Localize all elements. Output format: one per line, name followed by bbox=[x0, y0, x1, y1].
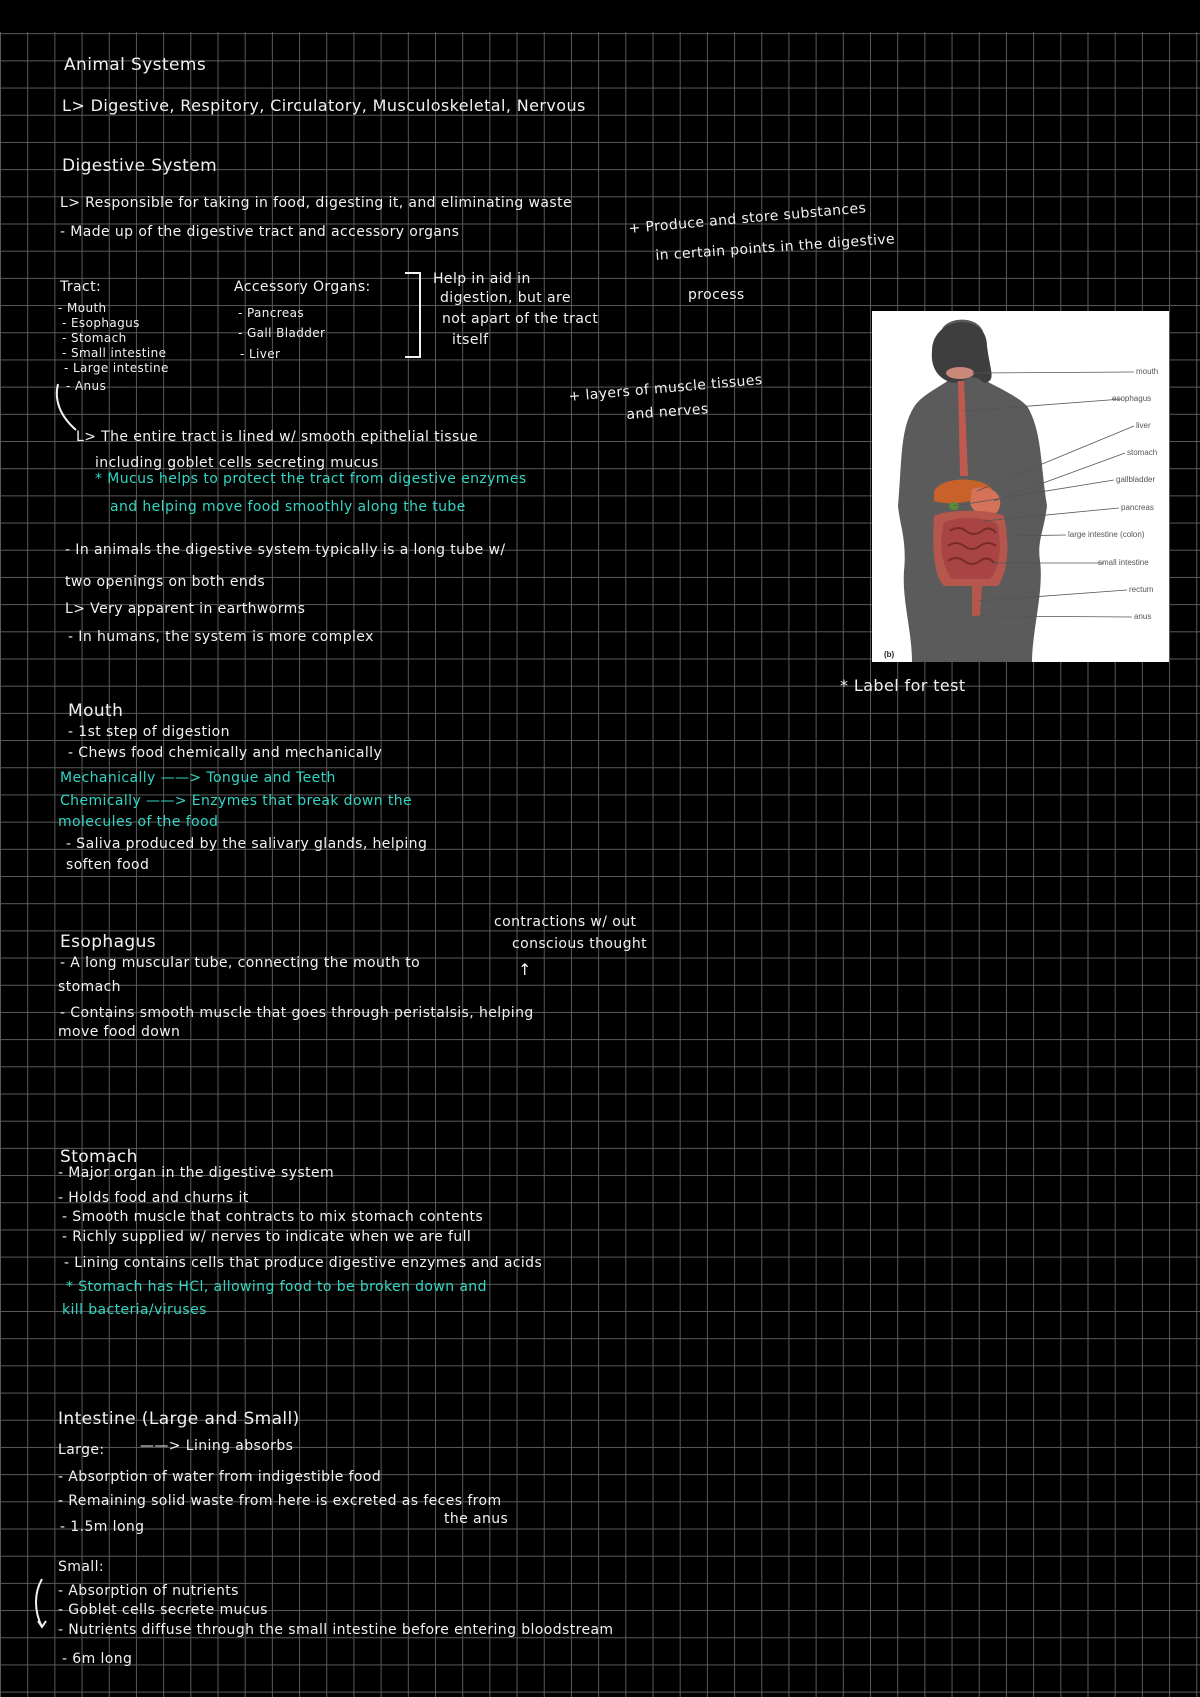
mouth-mech: Mechanically ——> Tongue and Teeth bbox=[60, 770, 336, 786]
esophagus-line: - A long muscular tube, connecting the mouth to bbox=[60, 955, 421, 971]
figure-label: gallbladder bbox=[1116, 475, 1156, 484]
help-note: not apart of the tract bbox=[442, 311, 599, 327]
stomach-line: - Smooth muscle that contracts to mix stomach contents bbox=[62, 1209, 484, 1225]
figure-label: anus bbox=[1134, 612, 1152, 621]
contractions-note: contractions w/ out bbox=[494, 914, 637, 930]
large-line: - Absorption of water from indigestible food bbox=[58, 1469, 382, 1485]
small-line: - Goblet cells secrete mucus bbox=[58, 1602, 268, 1618]
figure-label: esophagus bbox=[1112, 394, 1152, 403]
stomach-line: - Major organ in the digestive system bbox=[58, 1165, 335, 1181]
mucus-line: and helping move food smoothly along the tube bbox=[110, 499, 466, 515]
produce-note: process bbox=[688, 287, 745, 303]
top-bar bbox=[0, 0, 1200, 32]
bracket bbox=[405, 272, 421, 358]
mouth-line: - Chews food chemically and mechanically bbox=[68, 745, 383, 761]
curved-arrow bbox=[30, 1575, 50, 1635]
figure-label: mouth bbox=[1136, 367, 1159, 376]
small-line: - Absorption of nutrients bbox=[58, 1583, 239, 1599]
mouth-line: - Saliva produced by the salivary glands, helping bbox=[66, 836, 428, 852]
accessory-item: - Liver bbox=[240, 347, 281, 361]
esophagus-line: move food down bbox=[58, 1024, 181, 1040]
label-for-test: * Label for test bbox=[840, 676, 966, 695]
animals-line: - In animals the digestive system typically is a long tube w/ bbox=[65, 542, 506, 558]
animals-line: - In humans, the system is more complex bbox=[68, 629, 374, 645]
stomach-line: - Lining contains cells that produce digestive enzymes and acids bbox=[64, 1255, 543, 1271]
esophagus-line: - Contains smooth muscle that goes through peristalsis, helping bbox=[60, 1005, 534, 1021]
help-note: itself bbox=[452, 332, 489, 348]
tract-item: - Stomach bbox=[62, 331, 127, 345]
small-line: - Nutrients diffuse through the small intestine before entering bloodstream bbox=[58, 1622, 614, 1638]
stomach-hcl: * Stomach has HCl, allowing food to be broken down and bbox=[66, 1279, 487, 1295]
mouth-chem: molecules of the food bbox=[58, 814, 219, 830]
accessory-item: - Gall Bladder bbox=[238, 326, 326, 340]
tract-item: - Small intestine bbox=[62, 346, 167, 360]
intestine-heading: Intestine (Large and Small) bbox=[58, 1409, 300, 1429]
lined-line: including goblet cells secreting mucus bbox=[95, 455, 379, 471]
digestive-line: - Made up of the digestive tract and accessory organs bbox=[60, 224, 460, 240]
tract-item: - Anus bbox=[66, 379, 107, 393]
mucus-line: * Mucus helps to protect the tract from digestive enzymes bbox=[95, 471, 527, 487]
mouth-chem: Chemically ——> Enzymes that break down the bbox=[60, 793, 413, 809]
contractions-note: conscious thought bbox=[512, 936, 648, 952]
large-line: - 1.5m long bbox=[60, 1519, 145, 1535]
figure-label: pancreas bbox=[1121, 503, 1154, 512]
tract-item: - Esophagus bbox=[62, 316, 140, 330]
produce-note: + Produce and store substances bbox=[627, 200, 867, 237]
stomach-line: - Richly supplied w/ nerves to indicate when we are full bbox=[62, 1229, 472, 1245]
mouth-line: soften food bbox=[66, 857, 150, 873]
lined-line: L> The entire tract is lined w/ smooth epithelial tissue bbox=[76, 429, 478, 445]
lining-note: ——> Lining absorbs bbox=[140, 1438, 294, 1454]
digestive-heading: Digestive System bbox=[62, 156, 218, 176]
help-note: digestion, but are bbox=[440, 290, 571, 306]
mouth-line: - 1st step of digestion bbox=[68, 724, 230, 740]
figure-caption: (b) bbox=[884, 650, 895, 659]
animals-line: two openings on both ends bbox=[65, 574, 266, 590]
figure-label: stomach bbox=[1127, 448, 1158, 457]
small-heading: Small: bbox=[58, 1559, 104, 1575]
large-line: - Remaining solid waste from here is excreted as feces from bbox=[58, 1493, 502, 1509]
accessory-item: - Pancreas bbox=[238, 306, 305, 320]
figure-label: rectum bbox=[1129, 585, 1154, 594]
figure-label: large intestine (colon) bbox=[1068, 530, 1145, 539]
stomach-hcl: kill bacteria/viruses bbox=[62, 1302, 207, 1318]
mouth-heading: Mouth bbox=[68, 701, 124, 721]
layers-note: + layers of muscle tissues bbox=[567, 372, 764, 405]
figure-label: liver bbox=[1136, 421, 1151, 430]
page-title: Animal Systems bbox=[64, 55, 207, 75]
tract-heading: Tract: bbox=[60, 279, 102, 295]
layers-note: and nerves bbox=[625, 401, 710, 423]
arrow-up-icon: ↑ bbox=[518, 960, 532, 979]
body-illustration bbox=[872, 311, 1169, 662]
small-line: - 6m long bbox=[62, 1651, 133, 1667]
esophagus-line: stomach bbox=[58, 979, 121, 995]
figure-label: small intestine bbox=[1098, 558, 1149, 567]
systems-list: L> Digestive, Respitory, Circulatory, Musculoskeletal, Nervous bbox=[62, 96, 586, 115]
produce-note: in certain points in the digestive bbox=[654, 231, 896, 264]
large-line: the anus bbox=[444, 1511, 509, 1527]
stomach-line: - Holds food and churns it bbox=[58, 1190, 249, 1206]
accessory-heading: Accessory Organs: bbox=[234, 279, 371, 295]
animals-line: L> Very apparent in earthworms bbox=[65, 601, 306, 617]
digestive-line: L> Responsible for taking in food, digesting it, and eliminating waste bbox=[60, 195, 572, 211]
esophagus-heading: Esophagus bbox=[60, 932, 157, 952]
help-note: Help in aid in bbox=[433, 271, 531, 287]
tract-item: - Large intestine bbox=[64, 361, 169, 375]
tract-item: - Mouth bbox=[58, 301, 107, 315]
large-heading: Large: bbox=[58, 1442, 105, 1458]
digestive-system-diagram bbox=[872, 311, 1169, 662]
stomach-heading: Stomach bbox=[60, 1147, 138, 1167]
